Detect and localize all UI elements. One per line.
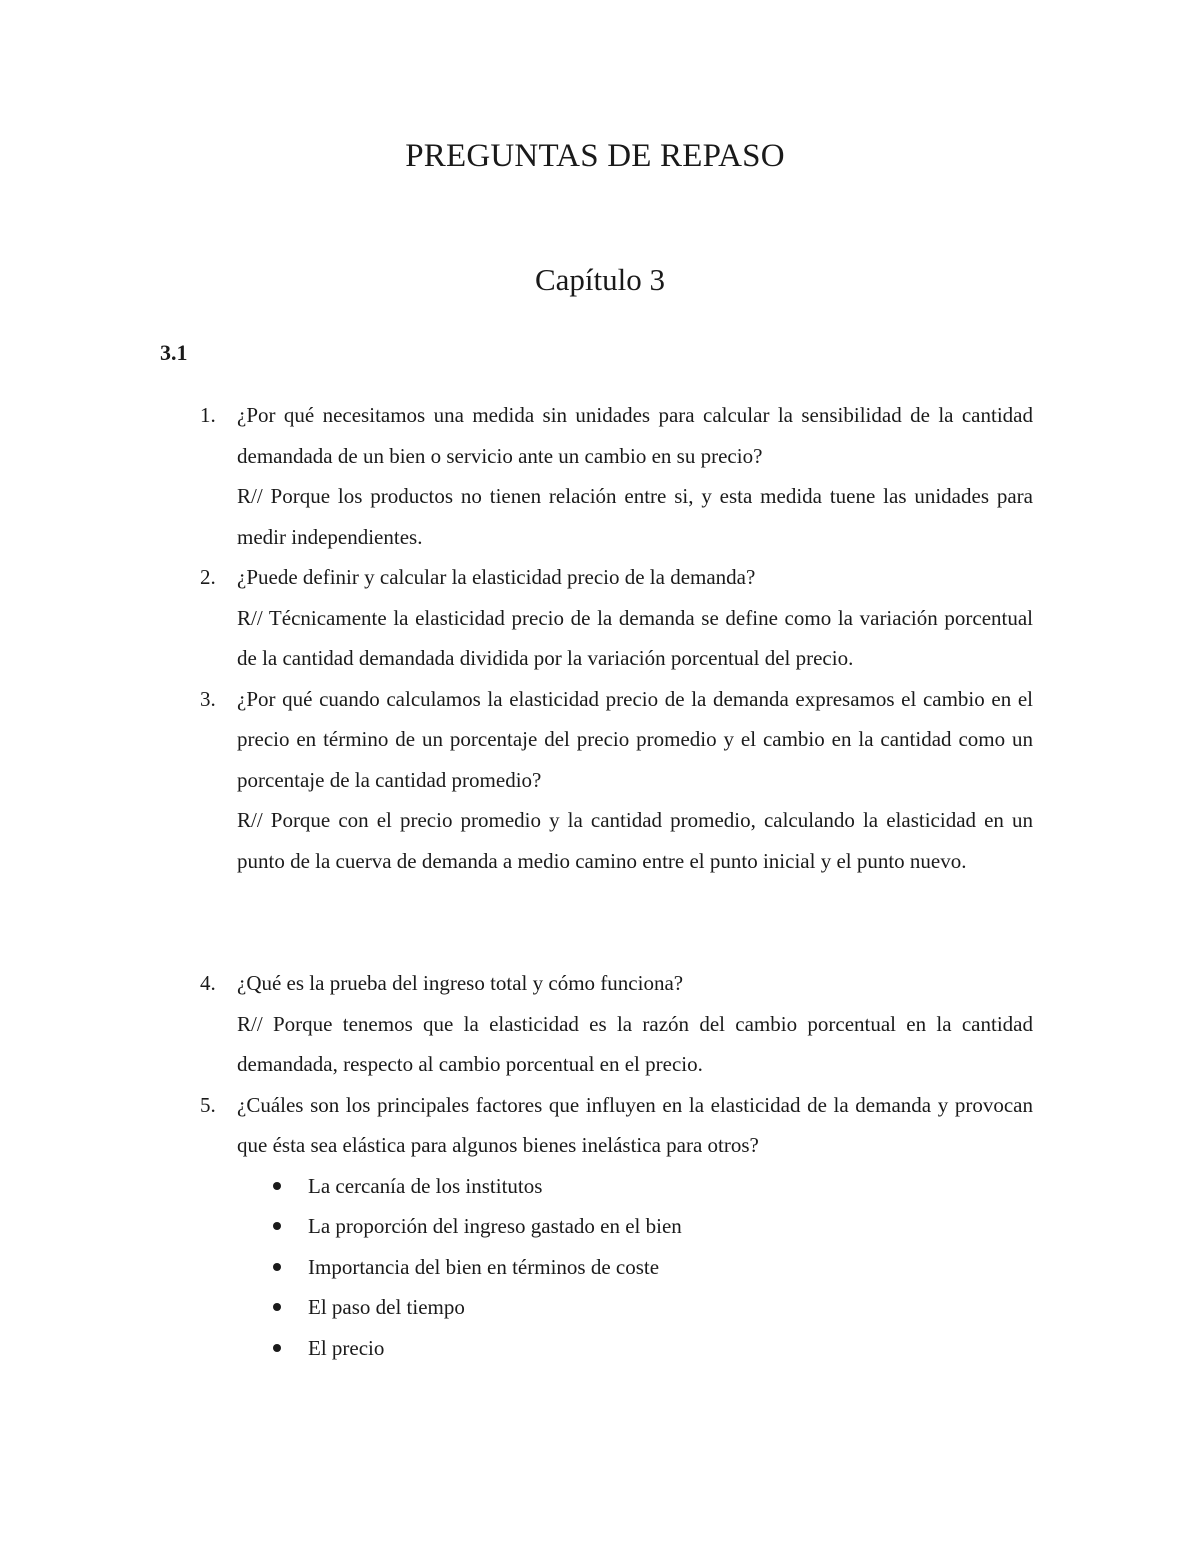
list-item: Importancia del bien en términos de coste [237,1247,1033,1288]
bullet-icon [273,1344,281,1352]
question-number: 1. [200,403,216,427]
question-number: 5. [200,1092,216,1117]
question-item-3 [0,679,1200,882]
question-item-4 [0,963,1200,1085]
list-item: La proporción del ingreso gastado en el bien [237,1206,1033,1247]
bullet-icon [273,1182,281,1190]
question-item-1 [0,395,1200,557]
question-list-b [0,963,1200,1368]
question-text: ¿Puede definir y calcular la elasticidad precio de la demanda? [237,565,756,589]
section-heading: 3.1 [160,340,188,365]
answer-text: R// Técnicamente la elasticidad precio de la demanda se define como la variación porcentual de la cantidad demandada dividida por la variación porcentual del precio. [237,605,1033,670]
list-item: La cercanía de los institutos [237,1166,1033,1207]
answer-text: R// Porque tenemos que la elasticidad es la razón del cambio porcentual en la cantidad demandada, respecto al cambio porcentual en el precio. [237,1011,1033,1076]
bullet-icon [273,1222,281,1230]
question-list-a [0,395,1200,881]
chapter-heading: Capítulo 3 [534,262,666,297]
page-title: PREGUNTAS DE REPASO [405,138,785,174]
question-text: ¿Qué es la prueba del ingreso total y cómo funciona? [237,971,684,995]
question-item-5 [0,1085,1200,1369]
question-number: 3. [200,686,216,711]
question-number: 2. [200,565,216,589]
question-text: ¿Por qué necesitamos una medida sin unidades para calcular la sensibilidad de la cantidad demandada de un bien o servicio ante un cambio en su precio? [237,403,1033,468]
list-item: El precio [237,1328,1033,1369]
question-number: 4. [200,971,216,995]
question-text: ¿Por qué cuando calculamos la elasticidad precio de la demanda expresamos el cambio en el precio en término de un porcentaje del precio promedio y el cambio en la cantidad como un porcentaje de la cantidad promedio? [237,686,1033,792]
bullet-icon [273,1263,281,1271]
answer-text: R// Porque los productos no tienen relación entre si, y esta medida tuene las unidades para medir independientes. [237,484,1033,549]
list-item: El paso del tiempo [237,1287,1033,1328]
bullet-icon [273,1303,281,1311]
question-text: ¿Cuáles son los principales factores que influyen en la elasticidad de la demanda y provocan que ésta sea elástica para algunos bienes inelástica para otros? [237,1092,1033,1157]
answer-text: R// Porque con el precio promedio y la cantidad promedio, calculando la elasticidad en un punto de la cuerva de demanda a medio camino entre el punto inicial y el punto nuevo. [237,808,1033,873]
question-item-2 [0,557,1200,679]
factor-bullet-list [237,1166,1033,1369]
